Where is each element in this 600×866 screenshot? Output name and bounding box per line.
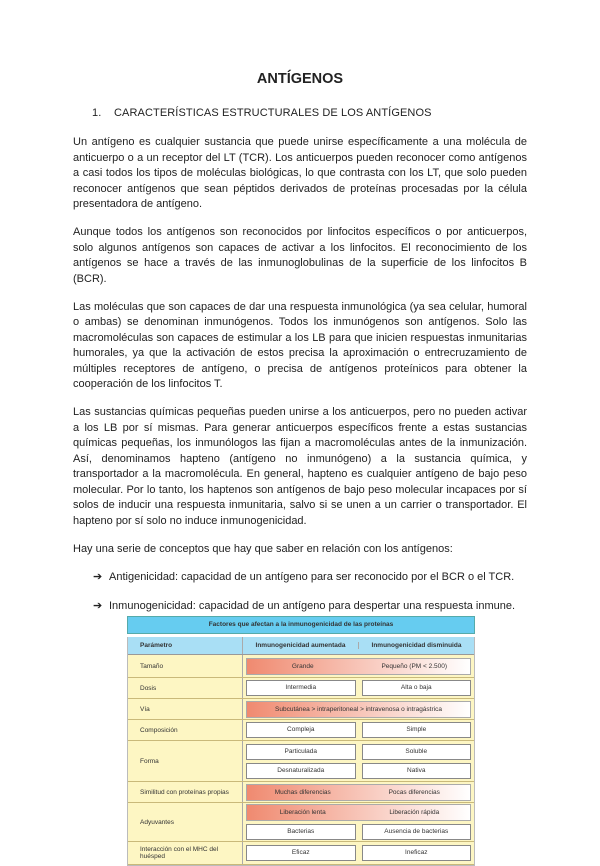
bullet-text: Inmunogenicidad: capacidad de un antígeno para despertar una respuesta inmune. [109,600,516,612]
header-decreased: Inmunogenicidad disminuida [371,642,462,649]
table-row [128,803,474,842]
paragraph: Las sustancias químicas pequeñas pueden unirse a los anticuerpos, pero no pueden activar a los LB por sí mismas. Para generar anticuerpos específicos frente a estas sustancias químicas pequeñas, los inmunólogos las fijan a macromoléculas antes de la inmunización. Así, denominamos hapteno (antígeno no inmunógeno) a la sustancia química, y transportador a la macromolécula. En general, hapteno es cualquier antígeno de bajo peso molecular. Por lo tanto, los haptenos son antígenos de bajo peso molecular incapaces por sí solos de inducir una respuesta inmunitaria, salvo si se unen a un carrier o transportador. El hapteno por sí solo no induce inmunogenicidad. [73,406,527,527]
section-label: CARACTERÍSTICAS ESTRUCTURALES DE LOS ANTÍGENOS [114,107,432,119]
cell: Muchas diferencias [274,788,331,796]
cell: Liberación rápida [389,809,440,816]
row-label: Composición [128,720,243,740]
row-label: Tamaño [128,655,243,677]
cell: Particulada [246,744,356,760]
cell: Alta o baja [362,680,472,696]
cell: Eficaz [246,845,356,861]
arrow-icon: ➔ [93,570,103,583]
document-body [73,135,527,629]
page-title: ANTÍGENOS [256,71,344,87]
table-row [128,782,474,803]
table-row [128,741,474,782]
paragraph: Un antígeno es cualquier sustancia que puede unirse específicamente a una molécula de anticuerpo o a un receptor del LT (TCR). Los anticuerpos pueden reconocer como antígenos a casi todos los tipos de moléculas biológicas, lo que contrasta con los LT, que solo pueden reconocer antígenos que sean péptidos derivados de proteínas procesadas por la célula presentadora de antígeno. [73,136,527,210]
cell: Simple [362,722,472,738]
cell: Ineficaz [362,845,472,861]
cell: Grande [291,662,314,670]
cell: Pequeño (PM < 2.500) [381,662,448,670]
paragraph: Las moléculas que son capaces de dar una respuesta inmunológica (ya sea celular, humoral o ambas) se denominan inmunógenos. Todos los inmunógenos son antígenos. Solo las macromoléculas son capaces de estimular a los LB para que inicien respuestas inmunitarias humorales, ya que la activación de estos precisa la aproximación o entrecruzamiento de múltiples receptores de antígeno, o precisa de antígenos proteínicos para obtener la cooperación de los linfocitos T. [73,300,527,390]
immunogenicity-table [127,616,475,866]
cell: Soluble [362,744,472,760]
table-caption: Factores que afectan a la inmunogenicidad de las proteínas [127,616,475,634]
table-row [128,678,474,699]
table-header-row [128,637,474,655]
cell: Subcutánea > intraperitoneal > intravenosa o intragástrica [275,705,442,713]
cell: Pocas diferencias [388,788,440,796]
cell: Compleja [246,722,356,738]
table-row [128,655,474,678]
bullet-item [93,599,527,615]
row-label: Similitud con proteínas propias [128,782,243,802]
cell: Nativa [362,763,472,779]
row-label: Interacción con el MHC del huésped [128,842,243,864]
header-parameter: Parámetro [128,637,243,654]
section-heading [92,107,432,119]
bullet-text: Antigenicidad: capacidad de un antígeno para ser reconocido por el BCR o el TCR. [109,570,515,583]
cell: Liberación lenta [279,809,326,816]
cell: Bacterias [246,824,356,840]
section-number: 1. [92,107,102,119]
row-label: Vía [128,699,243,719]
table-row [128,720,474,741]
row-label: Dosis [128,678,243,698]
cell: Intermedia [246,680,356,696]
cell: Ausencia de bacterias [362,824,472,840]
arrow-icon: ➔ [93,600,103,612]
table-row [128,699,474,720]
paragraph: Aunque todos los antígenos son reconocidos por linfocitos específicos o por anticuerpos, solo algunos antígenos son capaces de activar a los linfocitos. El reconocimiento de los antígenos se hace a través de las inmunoglobulinas de la superficie de los linfocitos B (BCR). [73,226,527,285]
cell: Desnaturalizada [246,763,356,779]
row-label: Forma [128,741,243,781]
bullet-item [93,570,527,586]
paragraph: Hay una serie de conceptos que hay que saber en relación con los antígenos: [73,542,453,555]
header-increased: Inmunogenicidad aumentada [243,642,359,649]
table-row [128,842,474,865]
row-label: Adyuvantes [128,803,243,841]
